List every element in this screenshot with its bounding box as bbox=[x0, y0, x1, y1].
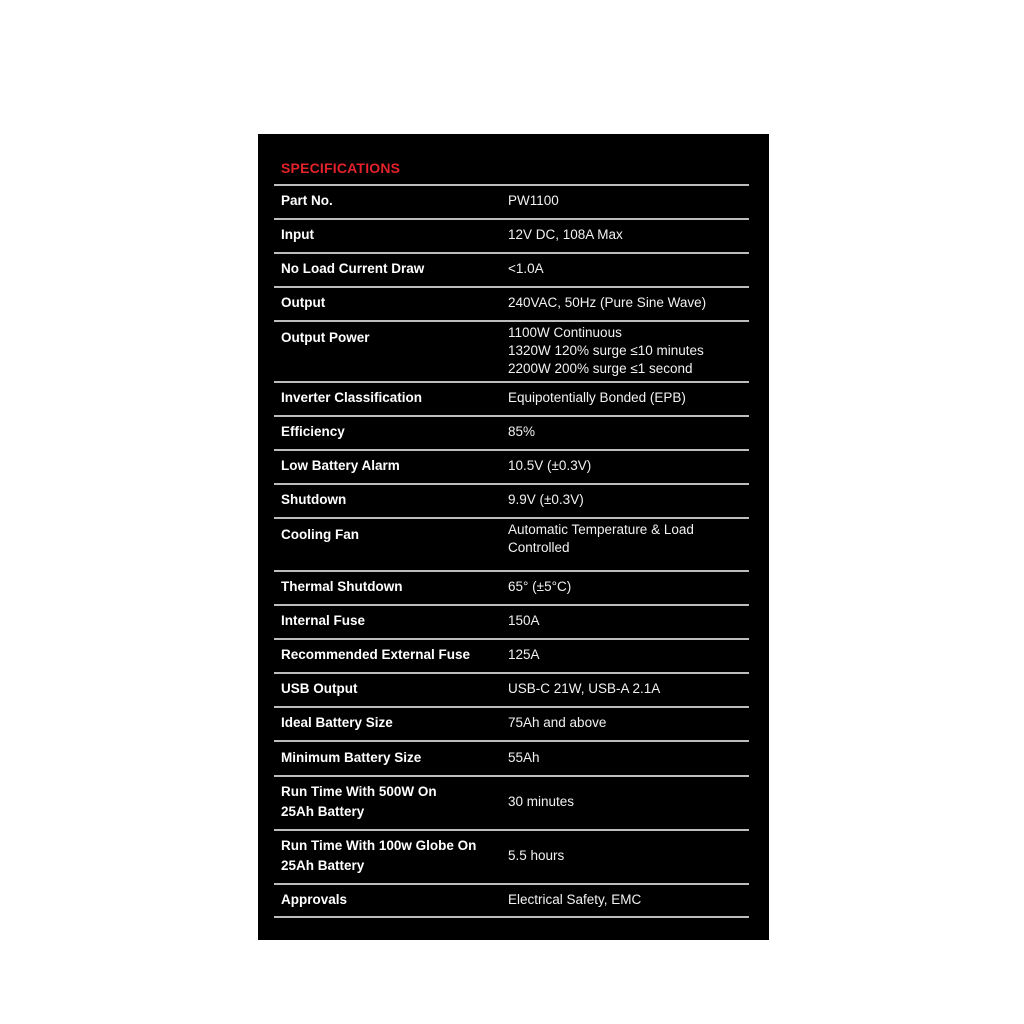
spec-row bbox=[274, 252, 749, 286]
spec-value: Electrical Safety, EMC bbox=[508, 891, 642, 907]
spec-label: Efficiency bbox=[281, 424, 345, 439]
spec-value: 240VAC, 50Hz (Pure Sine Wave) bbox=[508, 295, 707, 310]
spec-label: Input bbox=[281, 227, 314, 242]
spec-value: 1100W Continuous 1320W 120% surge ≤10 minutes 2200W 200% surge ≤1 second bbox=[508, 325, 704, 376]
row-divider bbox=[274, 320, 749, 322]
specifications-heading: SPECIFICATIONS bbox=[281, 160, 401, 176]
spec-value: PW1100 bbox=[508, 193, 559, 208]
row-divider bbox=[274, 706, 749, 708]
row-divider bbox=[274, 381, 749, 383]
spec-value: 10.5V (±0.3V) bbox=[508, 458, 592, 473]
spec-row bbox=[274, 449, 749, 483]
spec-label: Run Time With 100w Globe On 25Ah Battery bbox=[281, 838, 477, 873]
spec-row bbox=[274, 320, 749, 381]
row-divider bbox=[274, 638, 749, 640]
row-divider bbox=[274, 252, 749, 254]
spec-label: Ideal Battery Size bbox=[281, 715, 393, 730]
spec-value: 12V DC, 108A Max bbox=[508, 227, 623, 242]
spec-row bbox=[274, 184, 749, 218]
spec-row bbox=[274, 706, 749, 740]
spec-row bbox=[274, 829, 749, 883]
row-divider bbox=[274, 449, 749, 451]
row-divider bbox=[274, 916, 749, 918]
spec-row bbox=[274, 638, 749, 672]
spec-label: Output bbox=[281, 295, 326, 310]
spec-row bbox=[274, 483, 749, 517]
spec-value: 150A bbox=[508, 613, 540, 628]
spec-row bbox=[274, 517, 749, 570]
spec-value: 5.5 hours bbox=[508, 848, 565, 863]
spec-row bbox=[274, 740, 749, 775]
spec-label: Cooling Fan bbox=[281, 527, 359, 542]
spec-value: 125A bbox=[508, 647, 540, 662]
spec-row bbox=[274, 775, 749, 829]
spec-label: Thermal Shutdown bbox=[281, 579, 403, 594]
row-divider bbox=[274, 604, 749, 606]
row-divider bbox=[274, 883, 749, 885]
row-divider bbox=[274, 286, 749, 288]
spec-label: Low Battery Alarm bbox=[281, 458, 400, 473]
row-divider bbox=[274, 570, 749, 572]
spec-label: Output Power bbox=[281, 330, 370, 345]
row-divider bbox=[274, 775, 749, 777]
spec-row bbox=[274, 672, 749, 706]
spec-label: Shutdown bbox=[281, 492, 347, 507]
row-divider bbox=[274, 483, 749, 485]
spec-value: 65° (±5°C) bbox=[508, 579, 572, 594]
spec-row bbox=[274, 415, 749, 449]
spec-label: Internal Fuse bbox=[281, 613, 366, 628]
spec-value: USB-C 21W, USB-A 2.1A bbox=[508, 681, 661, 696]
spec-label: Approvals bbox=[281, 891, 348, 907]
spec-row bbox=[274, 286, 749, 320]
spec-label: Inverter Classification bbox=[281, 390, 423, 405]
spec-row bbox=[274, 218, 749, 252]
spec-value: <1.0A bbox=[508, 261, 544, 276]
specifications-panel bbox=[258, 134, 769, 940]
row-divider bbox=[274, 740, 749, 742]
spec-label: Run Time With 500W On 25Ah Battery bbox=[281, 784, 437, 819]
spec-row bbox=[274, 604, 749, 638]
spec-row bbox=[274, 381, 749, 415]
spec-label: Minimum Battery Size bbox=[281, 749, 422, 765]
row-divider bbox=[274, 672, 749, 674]
spec-value: 85% bbox=[508, 424, 536, 439]
spec-value: 30 minutes bbox=[508, 794, 575, 809]
spec-row bbox=[274, 883, 749, 916]
spec-value: Equipotentially Bonded (EPB) bbox=[508, 390, 686, 405]
spec-value: 9.9V (±0.3V) bbox=[508, 492, 584, 507]
row-divider bbox=[274, 829, 749, 831]
spec-value: 75Ah and above bbox=[508, 715, 607, 730]
spec-label: No Load Current Draw bbox=[281, 261, 425, 276]
row-divider bbox=[274, 218, 749, 220]
spec-label: Recommended External Fuse bbox=[281, 647, 471, 662]
spec-label: USB Output bbox=[281, 681, 358, 696]
row-divider bbox=[274, 517, 749, 519]
spec-row bbox=[274, 570, 749, 604]
row-divider bbox=[274, 184, 749, 186]
spec-value: Automatic Temperature & Load Controlled bbox=[508, 522, 694, 555]
spec-label: Part No. bbox=[281, 193, 333, 208]
spec-value: 55Ah bbox=[508, 749, 540, 765]
row-divider bbox=[274, 415, 749, 417]
